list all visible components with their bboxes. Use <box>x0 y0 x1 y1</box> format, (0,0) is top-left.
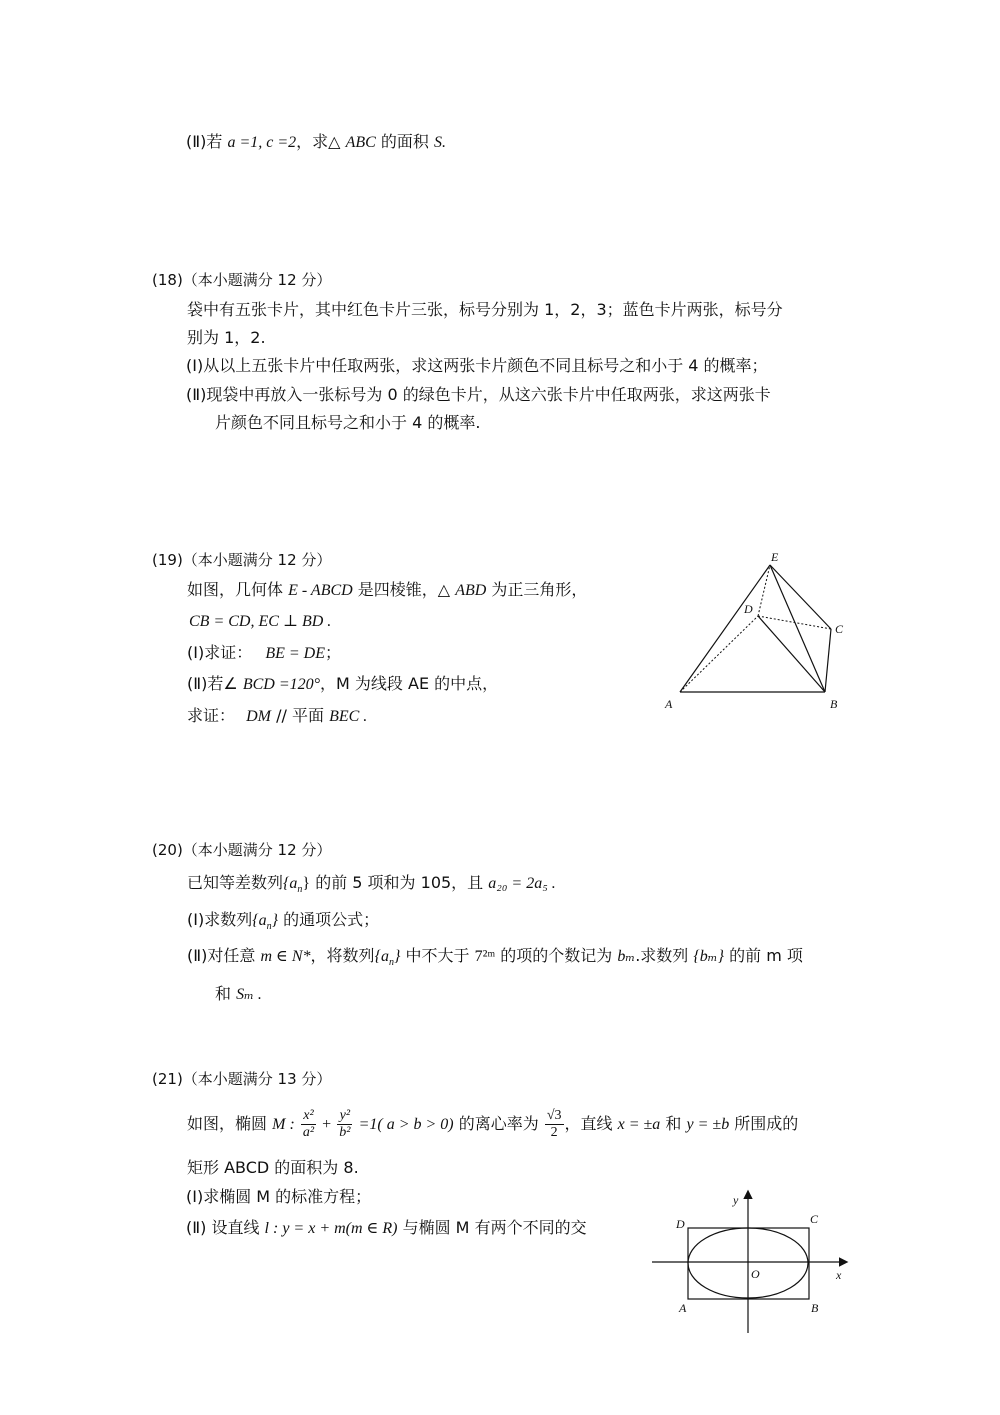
q19-line1 <box>187 580 587 601</box>
q21-plus: + <box>322 1116 332 1133</box>
q21-frac-ecc-den: 2 <box>550 1125 558 1140</box>
q18-line1: 袋中有五张卡片，其中红色卡片三张，标号分别为 1，2，3；蓝色卡片两张，标号分 <box>187 300 783 319</box>
q19-part2 <box>187 674 498 695</box>
q19-header: (19)（本小题满分 12 分） <box>152 551 332 569</box>
q20-seq-a: {a <box>283 875 298 892</box>
label-D: D <box>744 602 753 616</box>
q19-prove-plane: BEC . <box>329 708 368 725</box>
q17-part2-prefix: (Ⅱ)若 <box>186 132 223 151</box>
edge-BC <box>825 629 831 692</box>
q21-line1 <box>187 1106 798 1143</box>
label-A: A <box>679 1301 687 1315</box>
q21-frac-x-num: x² <box>301 1108 316 1125</box>
q19-line1-math: E - ABCD <box>288 582 353 599</box>
q20-line1-b: 的前 5 项和为 105，且 <box>315 873 484 892</box>
label-D: D <box>676 1217 685 1231</box>
q21-frac-y-num: y² <box>337 1108 352 1125</box>
q21-frac-y <box>337 1108 352 1141</box>
q21-line2: 矩形 ABCD 的面积为 8. <box>187 1158 359 1177</box>
q21-part2-math: l : y = x + m(m ∈ R) <box>264 1220 398 1237</box>
q17-part2 <box>186 132 446 153</box>
q20-part2-seqb: {bₘ} <box>693 948 725 965</box>
q19-part1-math: BE = DE <box>265 645 325 662</box>
q19-line1-c: 为正三角形， <box>491 580 588 599</box>
q17-part2-tail: 的面积 <box>380 132 429 151</box>
q19-part2-tail: ，M 为线段 AE 的中点， <box>320 674 499 693</box>
q20-part2-m: m ∈ N* <box>260 948 311 965</box>
q19-line2 <box>189 611 331 632</box>
q19-prove <box>187 706 367 727</box>
q20-part2-line2 <box>215 984 262 1005</box>
q21-frac-x <box>301 1108 316 1141</box>
q20-header: (20)（本小题满分 12 分） <box>152 841 332 859</box>
q21-header: (21)（本小题满分 13 分） <box>152 1070 332 1088</box>
q21-line1-x: x = ±a <box>617 1116 661 1133</box>
q20-part1: (Ⅰ)求数列$\{a_n\}$ 的通项公式； <box>187 910 380 933</box>
q19-prove-prefix: 求证： <box>187 706 236 725</box>
label-C: C <box>835 622 844 636</box>
q19-prove-mid: // 平面 <box>276 706 324 725</box>
q21-part2-prefix: (Ⅱ) 设直线 <box>186 1218 260 1237</box>
q17-part2-mid: ，求△ <box>296 132 341 151</box>
q21-line1-M: M : <box>272 1116 295 1133</box>
q20-part1-tail: 的通项公式； <box>283 910 380 929</box>
q20-part2-pow: 7²ᵐ <box>474 948 496 965</box>
q19-line2-math: CB = CD, EC ⊥ BD . <box>189 613 332 630</box>
q20-part2-mid4: .求数列 <box>635 946 689 965</box>
q19-line1-b: 是四棱锥，△ <box>357 580 451 599</box>
q19-line1-a: 如图，几何体 <box>187 580 284 599</box>
label-B: B <box>830 697 838 711</box>
q21-line1-b: 的离心率为 <box>458 1114 539 1133</box>
q21-frac-ecc <box>545 1108 564 1141</box>
q19-pyramid-figure <box>655 545 855 720</box>
q20-part2-mid2: 中不大于 <box>405 946 470 965</box>
q19-line1-tri: ABD <box>455 582 487 599</box>
q20-seq-close: } <box>302 875 311 892</box>
q19-part1-tail: ； <box>324 643 341 662</box>
label-B: B <box>811 1301 819 1315</box>
q21-frac-y-den: b² <box>339 1125 351 1140</box>
q17-part2-triangle: ABC <box>345 134 376 151</box>
q19-part2-prefix: (Ⅱ)若∠ <box>187 674 238 693</box>
q19-prove-math: DM <box>246 708 271 725</box>
label-y: y <box>733 1193 739 1207</box>
label-A: A <box>665 697 673 711</box>
q18-line2: 别为 1，2. <box>187 328 266 347</box>
q20-part2-bm: bₘ <box>617 948 636 965</box>
q20-part2-line2-S: Sₘ . <box>236 986 262 1003</box>
q17-part2-condition: a =1, c =2 <box>227 134 297 151</box>
q21-line1-a: 如图，椭圆 <box>187 1114 268 1133</box>
q20-part2-line2-a: 和 <box>215 984 232 1003</box>
q20-line1 <box>187 873 556 900</box>
q19-part1 <box>187 643 341 664</box>
q20-seq-sub: n <box>297 884 303 896</box>
edge-AE <box>680 565 770 692</box>
q18-part1: (Ⅰ)从以上五张卡片中任取两张，求这两张卡片颜色不同且标号之和小于 4 的概率； <box>186 356 768 375</box>
label-x: x <box>836 1268 842 1282</box>
q20-part2-mid: ，将数列 <box>310 946 375 965</box>
q21-line1-e: 所围成的 <box>734 1114 799 1133</box>
label-O: O <box>751 1267 760 1281</box>
edge-BD-front <box>758 616 825 692</box>
q20-part1-prefix: (Ⅰ)求数列 <box>187 910 253 929</box>
q21-line1-d: 和 <box>665 1114 682 1133</box>
q19-part2-math: BCD =120° <box>242 676 321 693</box>
q20-part2: (Ⅱ)对任意 m ∈ N*，将数列$\{a_n\}$ 中不大于 7²ᵐ 的项的个数记为 bₘ.求数列 {bₘ} 的前 m 项 <box>187 946 803 969</box>
q21-line1-c: ，直线 <box>564 1114 613 1133</box>
q20-part2-prefix: (Ⅱ)对任意 <box>187 946 256 965</box>
q20-line1-a: 已知等差数列 <box>187 873 284 892</box>
q19-part1-prefix: (Ⅰ)求证： <box>187 643 253 662</box>
label-E: E <box>771 550 779 564</box>
q21-part2 <box>186 1218 587 1239</box>
q21-frac-ecc-num: √3 <box>546 1108 562 1123</box>
q17-part2-S: S. <box>434 134 446 151</box>
q21-part1: (Ⅰ)求椭圆 M 的标准方程； <box>186 1187 372 1206</box>
q21-ellipse-figure <box>650 1188 855 1336</box>
q21-line1-y: y = ±b <box>686 1116 730 1133</box>
q21-frac-x-den: a² <box>302 1125 315 1140</box>
edge-AD <box>680 616 758 692</box>
edge-BE <box>770 565 825 692</box>
q21-part2-tail: 与椭圆 M 有两个不同的交 <box>402 1218 587 1237</box>
label-C: C <box>810 1212 819 1226</box>
q20-part2-tail: 的前 m 项 <box>729 946 803 965</box>
q18-part2-line2: 片颜色不同且标号之和小于 4 的概率. <box>215 413 481 432</box>
q18-part2-line1: (Ⅱ)现袋中再放入一张标号为 0 的绿色卡片，从这六张卡片中任取两张，求这两张卡 <box>186 385 771 404</box>
q20-part2-mid3: 的项的个数记为 <box>500 946 613 965</box>
q18-header: (18)（本小题满分 12 分） <box>152 271 332 289</box>
q21-line1-eq: =1( a > b > 0) <box>358 1116 454 1133</box>
q20-condition: a₂₀ = 2a₅ . <box>488 875 556 892</box>
